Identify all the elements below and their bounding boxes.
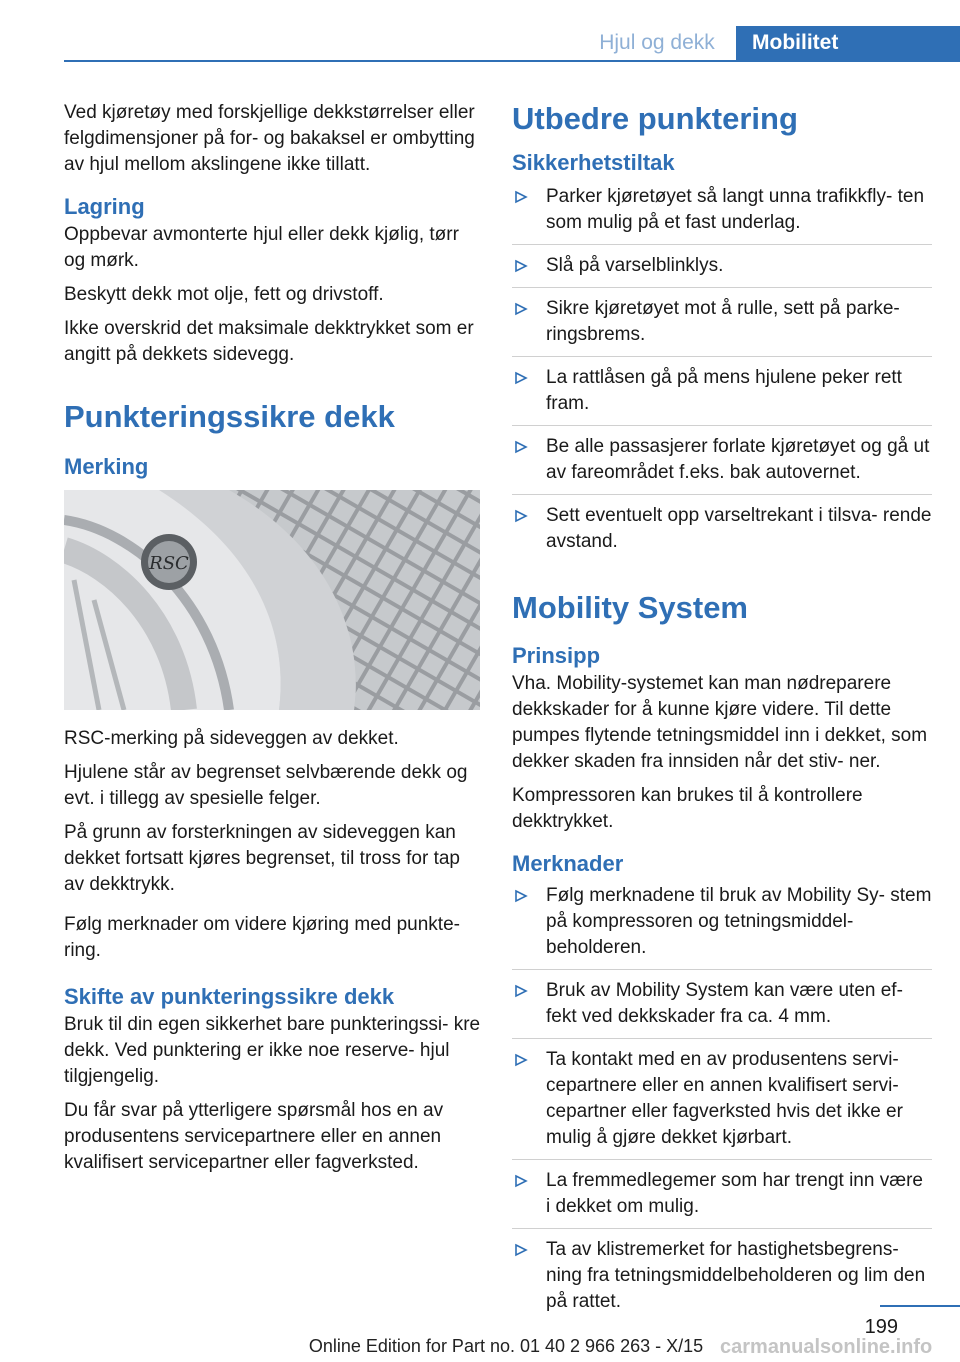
change-heading: Skifte av punkteringssikre dekk: [64, 984, 395, 1009]
triangle-right-icon: [514, 889, 528, 903]
triangle-right-icon: [514, 440, 528, 454]
body-paragraph: Kompressoren kan brukes til å kontrollere dekktrykket.: [512, 785, 863, 832]
notes-heading: Merknader: [512, 851, 624, 876]
list-item: Sikre kjøretøyet mot å rulle, sett på parke- ringsbrems.: [512, 296, 932, 357]
storage-paragraph: Ikke overskrid det maksimale dekktrykket som er angitt på dekkets sidevegg.: [64, 318, 474, 365]
triangle-right-icon: [514, 1174, 528, 1188]
body-paragraph: Du får svar på ytterligere spørsmål hos en av produsentens servicepartnere eller en annen kvalifisert servicepartner eller fagverksted.: [64, 1100, 444, 1173]
storage-paragraph: Oppbevar avmonterte hjul eller dekk kjølig, tørr og mørk.: [64, 224, 459, 271]
triangle-right-icon: [514, 1053, 528, 1067]
list-item: Følg merknadene til bruk av Mobility Sy- stem på kompressoren og tetningsmiddel- beholderen.: [512, 883, 932, 970]
list-item: Parker kjøretøyet så langt unna trafikkfly- ten som mulig på et fast underlag.: [512, 184, 932, 245]
storage-paragraph: Beskytt dekk mot olje, fett og drivstoff.: [64, 284, 384, 305]
list-item: Ta av klistremerket for hastighetsbegrens- ning fra tetningsmiddelbeholderen og lim den på rattet.: [512, 1237, 932, 1323]
triangle-right-icon: [514, 190, 528, 204]
repair-heading: Utbedre punktering: [512, 101, 798, 136]
triangle-right-icon: [514, 371, 528, 385]
body-paragraph: Bruk til din egen sikkerhet bare punkteringssi- kre dekk. Ved punktering er ikke noe reserve- hjul tilgjengelig.: [64, 1014, 481, 1087]
body-paragraph: Hjulene står av begrenset selvbærende dekk og evt. i tillegg av spesielle felger.: [64, 762, 468, 809]
triangle-right-icon: [514, 302, 528, 316]
triangle-right-icon: [514, 1243, 528, 1257]
notes-list: [512, 883, 932, 1323]
rsc-tire-illustration: [64, 490, 480, 710]
triangle-right-icon: [514, 259, 528, 273]
safety-heading: Sikkerhetstiltak: [512, 150, 675, 175]
safety-list: [512, 184, 932, 563]
watermark: carmanualsonline.info: [720, 1336, 933, 1358]
left-column: [64, 100, 484, 1184]
body-paragraph: På grunn av forsterkningen av sideveggen kan dekket fortsatt kjøres begrenset, til tross for tap av dekktrykk.: [64, 822, 460, 895]
rsc-logo: RSC: [149, 553, 189, 574]
page-number: 199: [864, 1316, 898, 1338]
list-item: La rattlåsen gå på mens hjulene peker rett fram.: [512, 365, 932, 426]
triangle-right-icon: [514, 509, 528, 523]
tab-mobilitet[interactable]: Mobilitet: [736, 26, 960, 60]
list-item: Sett eventuelt opp varseltrekant i tilsva- rende avstand.: [512, 503, 932, 563]
list-item: Ta kontakt med en av produsentens servi- cepartnere eller en annen kvalifisert servi- cepartner eller fagverksted hvis det ikke er mulig å gjøre dekket kjørbart.: [512, 1047, 932, 1160]
body-paragraph: Følg merknader om videre kjøring med punkte- ring.: [64, 914, 460, 961]
footer-rule: [880, 1305, 960, 1307]
caption-paragraph: RSC-merking på sideveggen av dekket.: [64, 728, 399, 749]
list-item: Be alle passasjerer forlate kjøretøyet og gå ut av fareområdet f.eks. bak autovernet.: [512, 434, 932, 495]
runflat-heading: Punkteringssikre dekk: [64, 399, 395, 434]
right-column: [512, 100, 932, 1331]
body-paragraph: Vha. Mobility-systemet kan man nødreparere dekkskader for å kunne kjøre videre. Til dette pumpes flytende tetningsmiddel inn i dekket, som dekker skaden fra innsiden når det stiv- ner.: [512, 673, 928, 772]
intro-paragraph: Ved kjøretøy med forskjellige dekkstørrelser eller felgdimensjoner på for- og bakaksel er ombytting av hjul mellom akslingene ikke tillatt.: [64, 102, 475, 175]
rsc-tire-figure: [64, 490, 480, 710]
edition-footer: Online Edition for Part no. 01 40 2 966 263 - X/15: [308, 1336, 704, 1356]
mobility-heading: Mobility System: [512, 590, 748, 625]
list-item: Slå på varselblinklys.: [512, 253, 932, 288]
triangle-right-icon: [514, 984, 528, 998]
tab-hjul-og-dekk[interactable]: Hjul og dekk: [599, 31, 715, 54]
header-rule: [64, 60, 960, 62]
list-item: Bruk av Mobility System kan være uten ef- fekt ved dekkskader fra ca. 4 mm.: [512, 978, 932, 1039]
principle-heading: Prinsipp: [512, 643, 601, 668]
storage-heading: Lagring: [64, 194, 145, 219]
marking-heading: Merking: [64, 454, 149, 479]
list-item: La fremmedlegemer som har trengt inn være i dekket om mulig.: [512, 1168, 932, 1229]
